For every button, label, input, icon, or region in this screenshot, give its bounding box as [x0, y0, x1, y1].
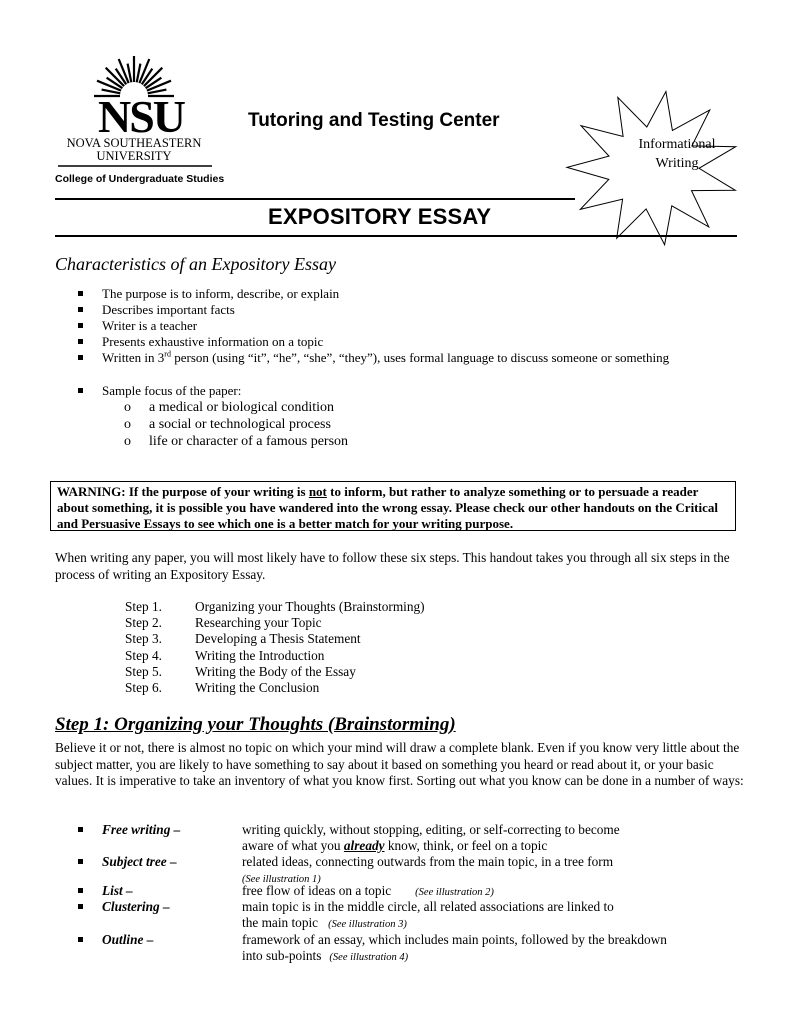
bullet-icon: [78, 388, 83, 393]
list-item: Written in 3rd person (using “it”, “he”, “she”, “they”), uses formal language to discuss someone or something: [72, 350, 669, 366]
step-row: Step 4. Writing the Introduction: [125, 647, 325, 663]
center-title: Tutoring and Testing Center: [248, 110, 500, 131]
bullet-icon: [78, 339, 83, 344]
circle-bullet-icon: o: [124, 400, 131, 415]
list-item: o a medical or biological condition: [124, 400, 335, 415]
list-item: o a social or technological process: [124, 417, 331, 432]
bullet-icon: [78, 323, 83, 328]
logo-university-line2: UNIVERSITY: [96, 149, 172, 163]
list-item: Sample focus of the paper:: [72, 383, 241, 399]
step-row: Step 1. Organizing your Thoughts (Brainstorming): [125, 599, 425, 614]
list-item: Subject tree – related ideas, connecting outwards from the main topic, in a tree form (See illustration 1): [72, 854, 752, 883]
list-item: Describes important facts: [72, 302, 669, 318]
step-row: Step 6. Writing the Conclusion: [125, 679, 320, 695]
step-row: Step 2. Researching your Topic: [125, 615, 322, 631]
step1-paragraph: Believe it or not, there is almost no topic on which your mind will draw a complete blank. Even if you know very little about the subject matter, you are likely to have something to say about it based on something you heard or read about it, or your basic values. It is imperative to take an inventory of what you know first. Sorting out what you know can be done in a number of ways:: [55, 740, 744, 788]
logo-letters: NSU: [98, 91, 185, 142]
sunburst-icon: [94, 56, 174, 96]
list-item: Free writing – writing quickly, without stopping, editing, or self-correcting to become aware of what you already know, think, or feel on a topic: [72, 822, 752, 854]
badge-line2: Writing: [655, 156, 699, 171]
list-item: Writer is a teacher: [72, 318, 669, 334]
method-term: List –: [102, 883, 133, 898]
list-item: List – free flow of ideas on a topic (See illustration 2): [72, 883, 752, 899]
logo-college: College of Undergraduate Studies: [55, 173, 225, 185]
warning-emphasis: not: [308, 484, 327, 499]
brainstorm-methods: [72, 822, 752, 964]
characteristics-list: [72, 286, 669, 366]
bullet-icon: [78, 827, 83, 832]
method-term: Outline –: [102, 932, 154, 947]
list-item: Outline – framework of an essay, which includes main points, followed by the breakdown into sub-points (See illustration 4): [72, 932, 752, 964]
bullet-icon: [78, 888, 83, 893]
bullet-icon: [78, 355, 83, 360]
warning-box: WARNING: If the purpose of your writing is not to inform, but rather to analyze something or to persuade a reader about something, it is possible you have wandered into the wrong essay. Please check our other handouts on the Critical and Persuasive Essays to see which one is a better match for your writing purpose.: [50, 481, 736, 531]
step-row: Step 5. Writing the Body of the Essay: [125, 663, 356, 679]
bullet-icon: [78, 904, 83, 909]
step-row: Step 3. Developing a Thesis Statement: [125, 631, 361, 647]
bullet-icon: [78, 291, 83, 296]
method-term: Clustering –: [102, 899, 170, 914]
characteristics-heading: Characteristics of an Expository Essay: [55, 254, 336, 274]
sample-focus-sublist: [124, 399, 348, 450]
method-term: Subject tree –: [102, 854, 177, 869]
list-item: Clustering – main topic is in the middle circle, all related associations are linked to the main topic (See illustration 3): [72, 899, 752, 932]
bullet-icon: [78, 307, 83, 312]
list-item: Presents exhaustive information on a topic: [72, 334, 669, 350]
header-rule-top: [55, 198, 575, 200]
list-item: The purpose is to inform, describe, or explain: [72, 286, 669, 302]
header-rule-bottom: [55, 235, 737, 237]
circle-bullet-icon: o: [124, 434, 131, 449]
badge-line1: Informational: [638, 137, 716, 152]
list-item: o life or character of a famous person: [124, 434, 349, 449]
document-title: EXPOSITORY ESSAY: [268, 204, 492, 229]
bullet-icon: [78, 859, 83, 864]
method-term: Free writing –: [102, 822, 181, 837]
logo-university-line1: NOVA SOUTHEASTERN: [66, 136, 202, 150]
intro-paragraph: When writing any paper, you will most likely have to follow these six steps. This handout takes you through all six steps in the process of writing an Expository Essay.: [55, 550, 730, 582]
sample-focus-list: [72, 383, 241, 399]
steps-list: [125, 599, 425, 696]
circle-bullet-icon: o: [124, 417, 131, 432]
bullet-icon: [78, 937, 83, 942]
step1-heading: Step 1: Organizing your Thoughts (Brainstorming): [55, 714, 456, 735]
